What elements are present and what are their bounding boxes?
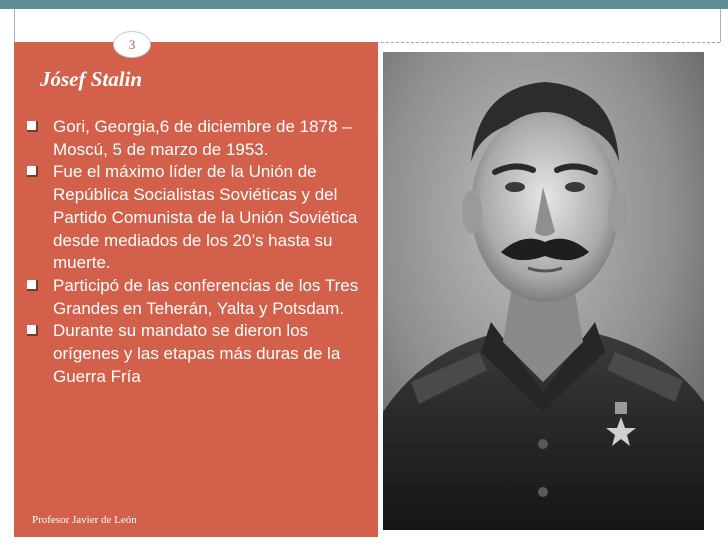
footer-author: Profesor Javier de León bbox=[32, 514, 137, 526]
bullet-text: Participó de las conferencias de los Tres Grandes en Teherán, Yalta y Potsdam. bbox=[53, 275, 359, 318]
top-accent-strip bbox=[0, 0, 728, 9]
checkbox-square-icon bbox=[27, 166, 38, 177]
slide-title: Jósef Stalin bbox=[40, 67, 143, 91]
frame-line-left bbox=[14, 9, 15, 42]
bullet-list bbox=[24, 116, 364, 388]
checkbox-square-icon bbox=[27, 280, 38, 291]
portrait-photo bbox=[383, 52, 704, 530]
bullet-text: Fue el máximo líder de la Unión de República Socialistas Soviéticas y del Partido Comunista de la Unión Soviética desde mediados de los 20’s hasta su muerte. bbox=[53, 162, 358, 273]
bullet-item bbox=[24, 320, 364, 388]
bullet-text: Durante su mandato se dieron los orígenes y las etapas más duras de la Guerra Fría bbox=[53, 321, 341, 386]
bullet-item bbox=[24, 116, 364, 161]
checkbox-square-icon bbox=[27, 121, 38, 132]
bullet-item bbox=[24, 275, 364, 320]
checkbox-square-icon bbox=[27, 325, 38, 336]
bullet-item bbox=[24, 161, 364, 275]
slide-number-badge: 3 bbox=[113, 31, 151, 58]
frame-line-right bbox=[720, 9, 721, 42]
bullet-text: Gori, Georgia,6 de diciembre de 1878 – Moscú, 5 de marzo de 1953. bbox=[53, 117, 352, 159]
